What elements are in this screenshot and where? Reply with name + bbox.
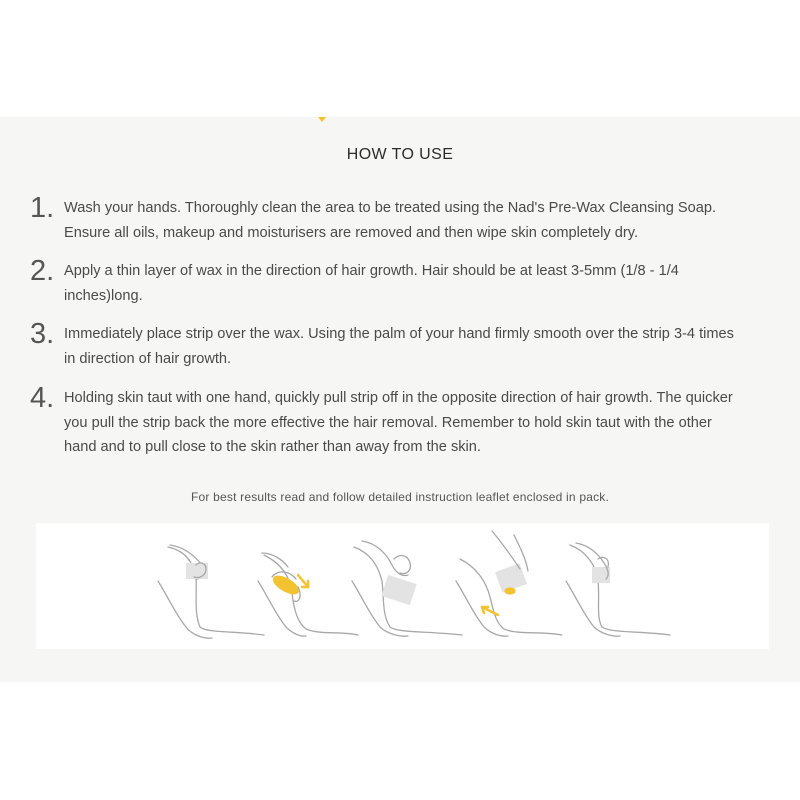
clean-leg-icon bbox=[158, 545, 264, 638]
accent-caret-icon bbox=[318, 117, 326, 122]
smooth-strip-icon bbox=[352, 541, 462, 636]
step-number: 4. bbox=[30, 382, 55, 414]
section-title: HOW TO USE bbox=[346, 146, 454, 163]
apply-wax-icon bbox=[258, 553, 358, 636]
pull-strip-icon bbox=[456, 531, 562, 636]
step-text: Immediately place strip over the wax. Using the palm of your hand firmly smooth over the strip 3-4 times in direction of hair growth. bbox=[64, 326, 734, 367]
illustration-strip bbox=[36, 523, 769, 649]
step-number: 1. bbox=[30, 192, 55, 224]
instruction-note: For best results read and follow detailed instruction leaflet enclosed in pack. bbox=[190, 490, 610, 504]
step-number: 3. bbox=[30, 318, 55, 350]
smooth-skin-icon bbox=[566, 543, 670, 636]
step-number: 2. bbox=[30, 255, 55, 287]
step-text: Wash your hands. Thoroughly clean the area to be treated using the Nad's Pre-Wax Cleansing Soap. Ensure all oils, makeup and moisturisers are removed and then wipe skin completely dry. bbox=[64, 200, 717, 241]
step-text: Holding skin taut with one hand, quickly pull strip off in the opposite direction of hair growth. The quicker you pull the strip back the more effective the hair removal. Remember to hold skin taut with the other hand and to pull close to the skin rather than away from the skin. bbox=[64, 390, 733, 455]
step-text: Apply a thin layer of wax in the direction of hair growth. Hair should be at least 3-5mm (1/8 - 1/4 inches)long. bbox=[64, 263, 679, 304]
